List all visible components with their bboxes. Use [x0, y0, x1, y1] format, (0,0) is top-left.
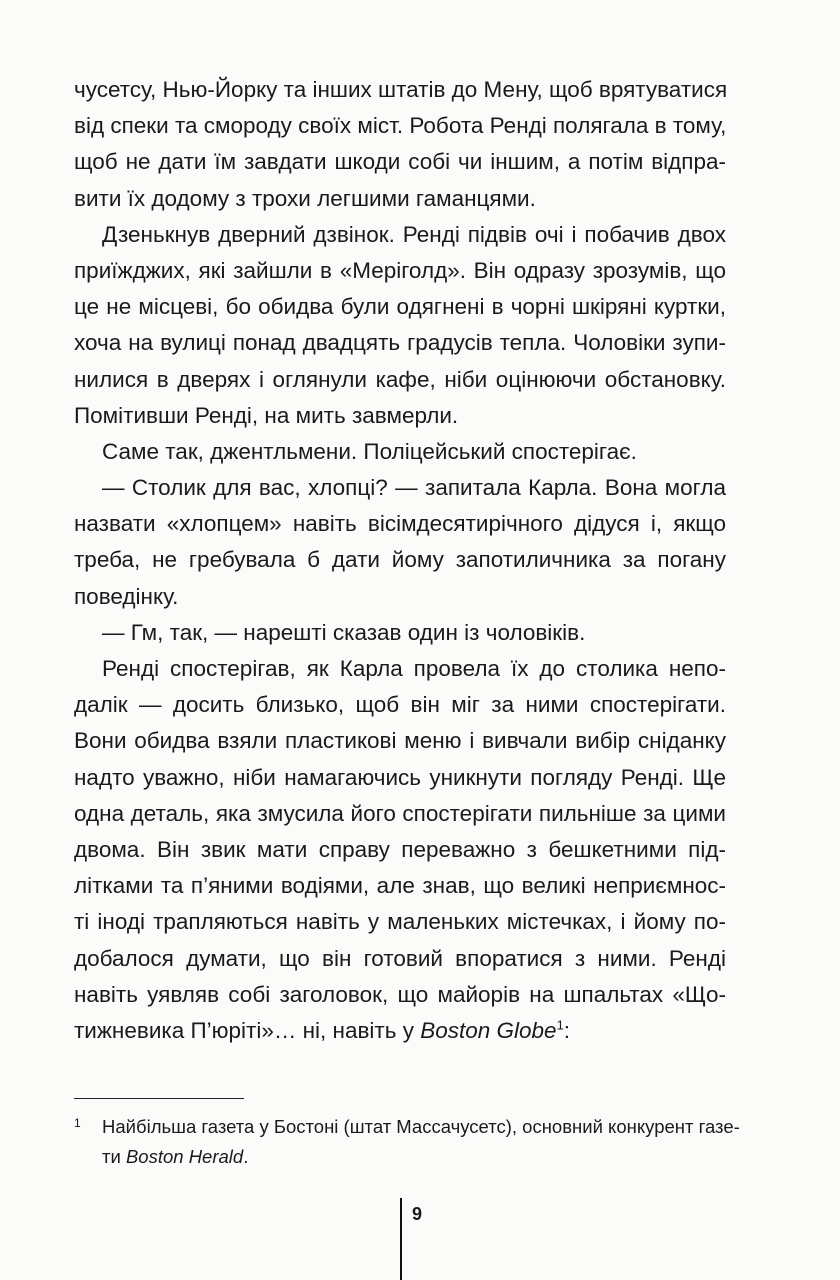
text-line: — Столик для вас, хлопці? — запитала Карла. Вона могла [102, 475, 726, 501]
text-line: Ренді спостерігав, як Карла провела їх до столика непо- [102, 656, 726, 681]
page-number: 9 [412, 1204, 423, 1224]
text-line: Помітивши Ренді, на мить завмерли. [74, 402, 459, 428]
text-line: від спеки та смороду своїх міст. Робота Ренді полягала в тому, [74, 113, 727, 139]
footnote-line-1: Найбільша газета у Бостоні (штат Массачусетс), основний конкурент газе- [102, 1116, 740, 1137]
footnote-line-2: ти Boston Herald. [102, 1146, 249, 1167]
text-line: добалося думати, що він готовий впоратися з ними. Ренді [74, 945, 726, 971]
text-line: навіть уявляв собі заголовок, що майорів на шпальтах «Що- [74, 981, 726, 1007]
text-line: щоб не дати їм завдати шкоди собі чи іншим, а потім відпра- [74, 149, 726, 175]
footnote-reference: 1 [556, 1017, 564, 1033]
text-line: далік — досить близько, щоб він міг за ними спостерігати. [74, 692, 726, 718]
text-line: чусетсу, Нью-Йорку та інших штатів до Мену, щоб врятуватися [74, 77, 728, 102]
text-line: Саме так, джентльмени. Поліцейський спостерігає. [102, 438, 637, 464]
text-line: нилися в дверях і оглянули кафе, ніби оцінюючи обстановку. [74, 366, 726, 392]
footnote-publication-title: Boston Herald [125, 1146, 244, 1167]
text-line: — Гм, так, — нарешті сказав один із чоловіків. [102, 619, 586, 645]
footnote-divider [74, 1098, 244, 1099]
text-line: Вони обидва взяли пластикові меню і вивчали вибір сніданку [74, 728, 726, 754]
text-line: Дзенькнув дверний дзвінок. Ренді підвів очі і побачив двох [102, 221, 726, 247]
text-line: назвати «хлопцем» навіть вісімдесятирічного дідуся і, якщо [74, 511, 726, 537]
text-line: хоча на вулиці понад двадцять градусів тепла. Чоловіки зупи- [74, 330, 726, 356]
text-line: літками та п’яними водіями, але знав, що великі неприємнос- [74, 873, 726, 899]
text-line: треба, не гребувала б дати йому запотиличника за погану [74, 547, 726, 573]
text-line: це не місцеві, бо обидва були одягнені в чорні шкіряні куртки, [74, 294, 726, 320]
text-line: ті іноді трапляються навіть у маленьких містечках, і йому по- [74, 909, 726, 935]
text-line: вити їх додому з трохи легшими гаманцями. [74, 185, 536, 211]
body-text [74, 72, 726, 1049]
text-line: поведінку. [74, 583, 179, 609]
text-line: надто уважно, ніби намагаючись уникнути погляду Ренді. Ще [74, 764, 726, 790]
text-line: двома. Він звик мати справу переважно з бешкетними під- [74, 836, 726, 862]
text-line: приїжджих, які зайшли в «Меріголд». Він одразу зрозумів, що [74, 257, 726, 283]
text-line-final: тижневика П’юріті»… ні, навіть у Boston Globe$^1$: [74, 1017, 571, 1043]
publication-title: Boston Globe [420, 1017, 557, 1043]
text-line: одна деталь, яка змусила його спостерігати пильніше за цими [74, 800, 726, 826]
footnote [74, 1112, 740, 1172]
page-number-rule [400, 1198, 402, 1280]
footnote-marker: 1 [74, 1116, 81, 1130]
